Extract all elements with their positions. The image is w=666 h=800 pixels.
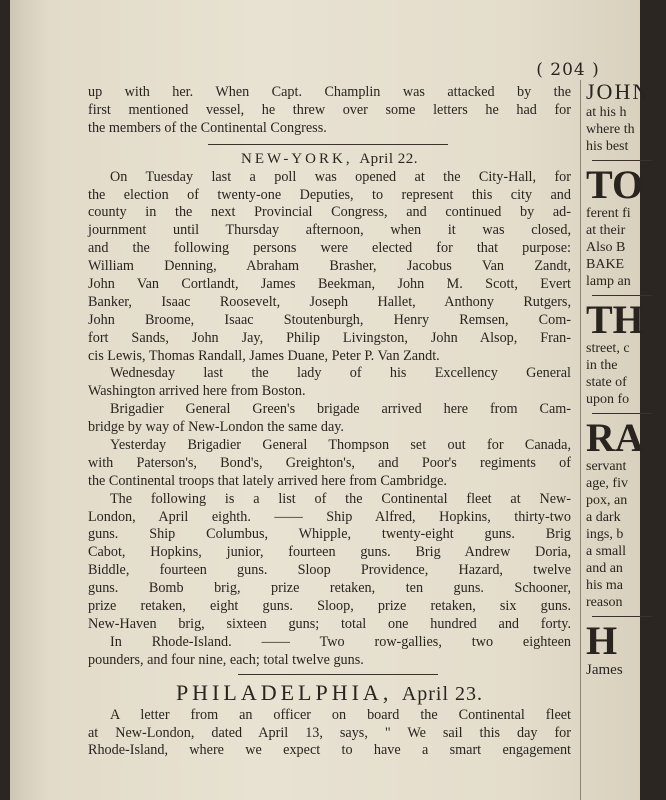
- article-line: the members of the Continental Congress.: [88, 119, 327, 136]
- right-line: upon fo: [586, 392, 630, 407]
- right-divider: [592, 160, 652, 161]
- article-line: with Paterson's, Bond's, Greighton's, and Poor's regiments of: [88, 454, 571, 471]
- article-line: pounders, and four nine, each; total twelve guns.: [88, 651, 364, 668]
- article-line: journment until Thursday afternoon, when it was closed,: [88, 222, 571, 239]
- right-line: at his h: [586, 105, 627, 120]
- drop-cap: TO: [586, 162, 644, 207]
- article-line: bridge by way of New-London the same day.: [88, 419, 344, 436]
- right-line: a dark: [586, 510, 621, 525]
- article-line: and the following persons were elected for that purpose:: [88, 240, 571, 257]
- right-line: in the: [586, 358, 618, 373]
- right-line: pox, an: [586, 493, 628, 508]
- article-line: fort Sands, John Jay, Philip Livingston, John Alsop, Fran-: [88, 329, 571, 346]
- right-line: reason: [586, 595, 623, 610]
- section-divider: [208, 144, 448, 145]
- article-line: London, April eighth. —— Ship Alfred, Hopkins, thirty-two: [88, 508, 571, 525]
- right-line: ferent fi: [586, 206, 631, 221]
- dateline-place: NEW-YORK,: [241, 150, 353, 167]
- dateline-date: April 23.: [401, 682, 484, 705]
- article-line: prize retaken, eight guns. Sloop, prize retaken, six guns.: [88, 598, 571, 615]
- right-line: BAKE: [586, 257, 625, 272]
- right-heading: JOHN: [586, 79, 651, 104]
- right-line: where th: [586, 122, 635, 137]
- article-line: Wednesday last the lady of his Excellency General: [110, 365, 571, 382]
- right-line: age, fiv: [586, 476, 628, 491]
- article-line: Biddle, fourteen guns. Sloop Providence, Hazard, twelve: [88, 562, 571, 579]
- newspaper-page: [10, 0, 651, 800]
- right-column-fragment: [586, 80, 666, 678]
- section-divider: [238, 674, 438, 675]
- article-line: Banker, Isaac Roosevelt, Joseph Hallet, Anthony Rutgers,: [88, 293, 571, 310]
- article-line: cis Lewis, Thomas Randall, James Duane, Peter P. Van Zandt.: [88, 347, 440, 364]
- article-line: Cabot, Hopkins, junior, fourteen guns. Brig Andrew Doria,: [88, 544, 571, 561]
- article-line: In Rhode-Island. —— Two row-gallies, two eighteen: [110, 633, 571, 650]
- right-line: his best: [586, 139, 629, 154]
- right-line: Also B: [586, 240, 626, 255]
- article-line: Brigadier General Green's brigade arrived here from Cam-: [110, 401, 571, 418]
- right-line: at their: [586, 223, 626, 238]
- drop-cap: RA: [586, 415, 644, 460]
- right-line: his ma: [586, 578, 623, 593]
- article-line: the election of twenty-one Deputies, to represent this city and: [88, 186, 571, 203]
- article-line: William Denning, Abraham Brasher, Jacobus Van Zandt,: [88, 258, 571, 275]
- page-number: ( 204 ): [536, 60, 600, 80]
- article-line: John Broome, Isaac Stoutenburgh, Henry Remsen, Com-: [88, 311, 571, 328]
- article-line: Washington arrived here from Boston.: [88, 383, 306, 400]
- philadelphia-dateline: [88, 679, 571, 707]
- main-column: [88, 84, 571, 760]
- right-line: state of: [586, 375, 627, 390]
- column-divider: [580, 80, 581, 800]
- right-divider: [592, 295, 652, 296]
- drop-cap: H: [586, 618, 618, 663]
- article-line: the Continental troops that lately arrived here from Cambridge.: [88, 472, 447, 489]
- article-line: county in the next Provincial Congress, and continued by ad-: [88, 204, 571, 221]
- right-line: and an: [586, 561, 623, 576]
- article-line: John Van Cortlandt, James Beekman, John M. Scott, Evert: [88, 276, 571, 293]
- article-line: The following is a list of the Continental fleet at New-: [110, 490, 571, 507]
- article-line: On Tuesday last a poll was opened at the City-Hall, for: [110, 168, 571, 185]
- article-line: up with her. When Capt. Champlin was attacked by the: [88, 84, 571, 100]
- article-line: at New-London, dated April 13, says, " We sail this day for: [88, 724, 571, 741]
- right-line: James: [586, 662, 623, 678]
- right-line: a small: [586, 544, 627, 559]
- right-divider: [592, 413, 652, 414]
- article-line: A letter from an officer on board the Continental fleet: [110, 706, 571, 723]
- article-line: Yesterday Brigadier General Thompson set out for Canada,: [110, 437, 571, 454]
- right-line: lamp an: [586, 274, 631, 289]
- drop-cap: TH: [586, 297, 644, 342]
- right-line: street, c: [586, 341, 630, 356]
- right-line: servant: [586, 459, 627, 474]
- article-line: first mentioned vessel, he threw over some letters he had for: [88, 101, 571, 118]
- newyork-dateline: [88, 149, 571, 169]
- article-line: guns. Bomb brig, prize retaken, ten guns. Schooner,: [88, 580, 571, 597]
- article-line: New-Haven brig, sixteen guns; total one hundred and forty.: [88, 615, 571, 632]
- dateline-place: PHILADELPHIA,: [175, 679, 393, 705]
- article-line: Rhode-Island, where we expect to have a smart engagement: [88, 742, 571, 759]
- right-line: ings, b: [586, 527, 624, 542]
- right-divider: [592, 616, 652, 617]
- dateline-date: April 22.: [359, 150, 418, 167]
- article-line: guns. Ship Columbus, Whipple, twenty-eight guns. Brig: [88, 526, 571, 543]
